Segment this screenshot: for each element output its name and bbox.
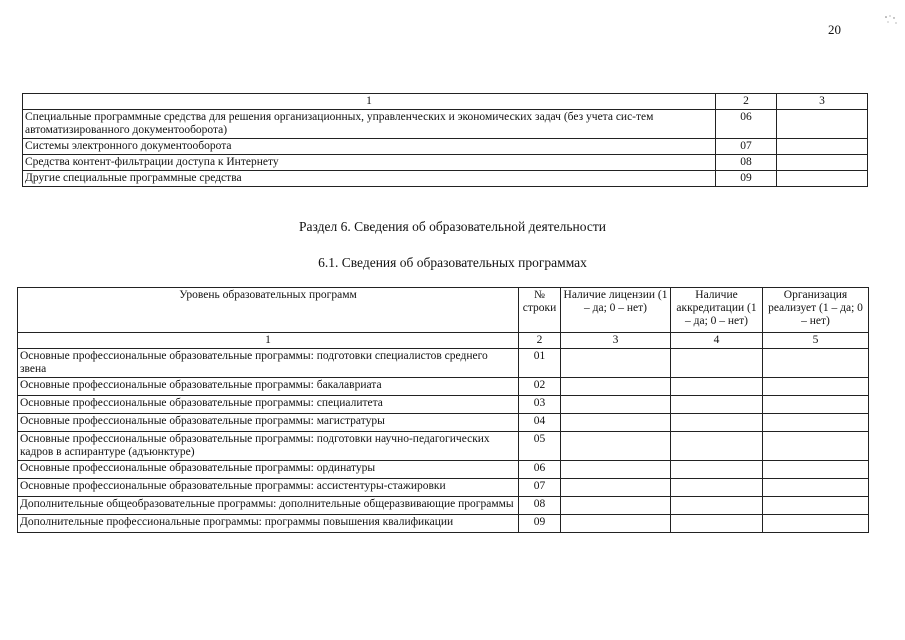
table-row — [18, 515, 869, 533]
accreditation-cell[interactable] — [671, 396, 763, 414]
col-number-2: 2 — [716, 94, 777, 110]
column-number-row — [18, 333, 869, 349]
accreditation-cell[interactable] — [671, 515, 763, 533]
subsection-title: 6.1. Сведения об образовательных программах — [318, 255, 587, 270]
accreditation-cell[interactable] — [671, 414, 763, 432]
table-row — [23, 171, 868, 187]
row-name: Системы электронного документооборота — [23, 139, 716, 155]
program-code: 02 — [519, 378, 561, 396]
table-row — [18, 479, 869, 497]
implements-cell[interactable] — [763, 515, 869, 533]
program-code: 01 — [519, 349, 561, 378]
implements-cell[interactable] — [763, 432, 869, 461]
program-name: Основные профессиональные образовательные программы: подготовки специалистов среднего звена — [18, 349, 519, 378]
program-name: Основные профессиональные образовательные программы: бакалавриата — [18, 378, 519, 396]
program-name: Дополнительные общеобразовательные программы: дополнительные общеразвивающие программы — [18, 497, 519, 515]
program-name: Основные профессиональные образовательные программы: ординатуры — [18, 461, 519, 479]
program-name: Основные профессиональные образовательные программы: специалитета — [18, 396, 519, 414]
implements-cell[interactable] — [763, 497, 869, 515]
row-value-cell[interactable] — [777, 139, 868, 155]
license-cell[interactable] — [561, 497, 671, 515]
program-name: Дополнительные профессиональные программы: программы повышения квалификации — [18, 515, 519, 533]
license-cell[interactable] — [561, 396, 671, 414]
section-title: Раздел 6. Сведения об образовательной деятельности — [299, 219, 606, 234]
accreditation-cell[interactable] — [671, 497, 763, 515]
table-row — [18, 461, 869, 479]
program-code: 03 — [519, 396, 561, 414]
accreditation-cell[interactable] — [671, 378, 763, 396]
row-name: Специальные программные средства для решения организационных, управленческих и экономических задач (без учета сис-тем автоматизированного документооборота) — [23, 110, 716, 139]
implements-cell[interactable] — [763, 349, 869, 378]
accreditation-cell[interactable] — [671, 349, 763, 378]
row-code: 06 — [716, 110, 777, 139]
license-cell[interactable] — [561, 414, 671, 432]
program-code: 07 — [519, 479, 561, 497]
table-row — [18, 414, 869, 432]
accreditation-cell[interactable] — [671, 479, 763, 497]
table-row — [18, 349, 869, 378]
license-cell[interactable] — [561, 479, 671, 497]
header-license: Наличие лицензии (1 – да; 0 – нет) — [561, 288, 671, 333]
header-row — [18, 288, 869, 333]
program-name: Основные профессиональные образовательные программы: подготовки научно-педагогических кадров в аспирантуре (адъюнктуре) — [18, 432, 519, 461]
scan-speck-mark — [884, 14, 898, 26]
program-name: Основные профессиональные образовательные программы: магистратуры — [18, 414, 519, 432]
page-number: 20 — [828, 22, 841, 37]
header-implements: Организация реализует (1 – да; 0 – нет) — [763, 288, 869, 333]
header-row-no: № строки — [519, 288, 561, 333]
row-value-cell[interactable] — [777, 110, 868, 139]
programs-table — [17, 287, 869, 533]
row-value-cell[interactable] — [777, 171, 868, 187]
program-code: 09 — [519, 515, 561, 533]
implements-cell[interactable] — [763, 378, 869, 396]
row-value-cell[interactable] — [777, 155, 868, 171]
accreditation-cell[interactable] — [671, 432, 763, 461]
row-name: Средства контент-фильтрации доступа к Интернету — [23, 155, 716, 171]
table-row — [23, 110, 868, 139]
table-row — [18, 497, 869, 515]
row-code: 09 — [716, 171, 777, 187]
row-name: Другие специальные программные средства — [23, 171, 716, 187]
program-code: 08 — [519, 497, 561, 515]
program-code: 05 — [519, 432, 561, 461]
col-number-1: 1 — [18, 333, 519, 349]
column-number-row — [23, 94, 868, 110]
license-cell[interactable] — [561, 349, 671, 378]
row-code: 08 — [716, 155, 777, 171]
software-table — [22, 93, 868, 187]
table-row — [23, 155, 868, 171]
implements-cell[interactable] — [763, 479, 869, 497]
col-number-5: 5 — [763, 333, 869, 349]
col-number-3: 3 — [561, 333, 671, 349]
license-cell[interactable] — [561, 515, 671, 533]
license-cell[interactable] — [561, 432, 671, 461]
implements-cell[interactable] — [763, 461, 869, 479]
col-number-1: 1 — [23, 94, 716, 110]
table-row — [23, 139, 868, 155]
license-cell[interactable] — [561, 461, 671, 479]
program-name: Основные профессиональные образовательные программы: ассистентуры-стажировки — [18, 479, 519, 497]
table-row — [18, 396, 869, 414]
implements-cell[interactable] — [763, 396, 869, 414]
program-code: 06 — [519, 461, 561, 479]
col-number-2: 2 — [519, 333, 561, 349]
table-row — [18, 432, 869, 461]
table-row — [18, 378, 869, 396]
header-accreditation: Наличие аккредитации (1 – да; 0 – нет) — [671, 288, 763, 333]
implements-cell[interactable] — [763, 414, 869, 432]
license-cell[interactable] — [561, 378, 671, 396]
header-level: Уровень образовательных программ — [18, 288, 519, 333]
accreditation-cell[interactable] — [671, 461, 763, 479]
row-code: 07 — [716, 139, 777, 155]
col-number-3: 3 — [777, 94, 868, 110]
col-number-4: 4 — [671, 333, 763, 349]
program-code: 04 — [519, 414, 561, 432]
